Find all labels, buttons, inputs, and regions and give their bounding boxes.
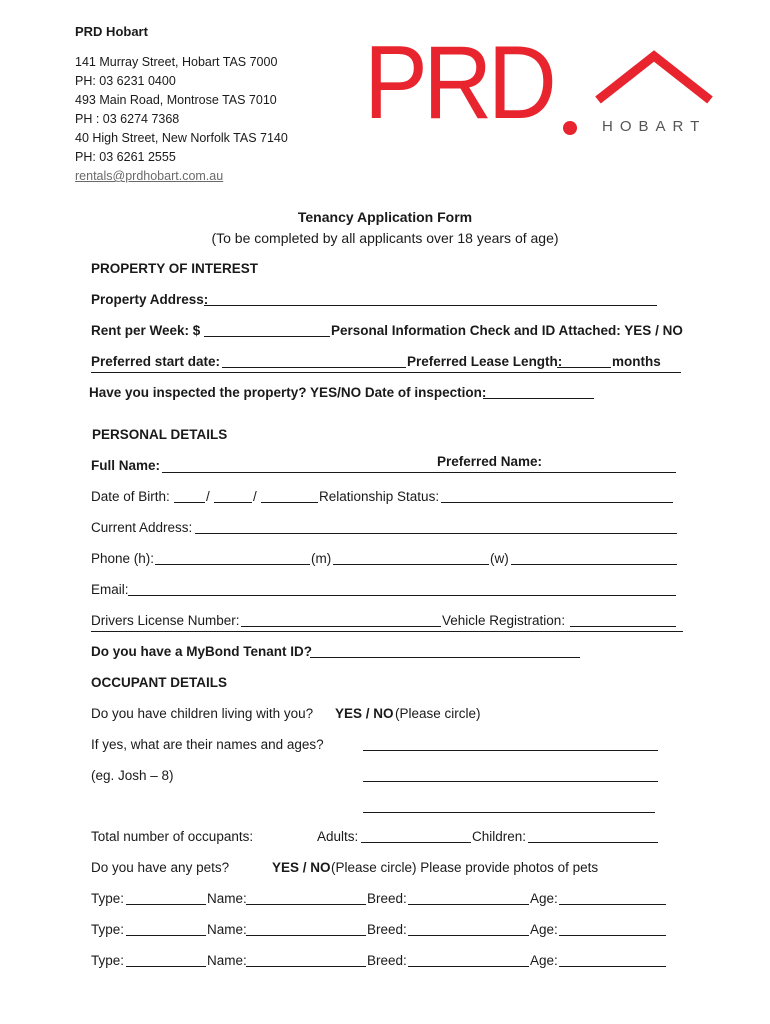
pet-name-label: Name: [207, 891, 247, 906]
dob-slash: / [206, 489, 210, 504]
pet-age-field[interactable] [559, 904, 666, 905]
inspected-label: Have you inspected the property? YES/NO Date of inspection: [89, 385, 487, 400]
adults-label: Adults: [317, 829, 359, 844]
children-count-label: Children: [472, 829, 527, 844]
dob-day-field[interactable] [174, 502, 205, 503]
pet-name-label: Name: [207, 922, 247, 937]
email-field[interactable] [128, 595, 676, 596]
dob-label: Date of Birth: [91, 489, 170, 504]
mybond-field[interactable] [310, 657, 580, 658]
pet-type-field[interactable] [126, 966, 206, 967]
preferred-name-label: Preferred Name: [437, 454, 543, 469]
form-title: Tenancy Application Form [297, 209, 473, 225]
full-name-label: Full Name: [91, 458, 161, 473]
pet-age-label: Age: [530, 922, 558, 937]
start-date-label: Preferred start date: [91, 354, 221, 369]
section-divider [91, 631, 683, 632]
current-address-field[interactable] [195, 533, 677, 534]
names-ages-example: (eg. Josh – 8) [91, 768, 174, 783]
roof-icon [594, 50, 714, 106]
pets-question: Do you have any pets? [91, 860, 230, 875]
current-address-label: Current Address: [91, 520, 193, 535]
children-count-field[interactable] [528, 842, 658, 843]
company-name: PRD Hobart [75, 24, 148, 39]
pet-breed-field[interactable] [408, 935, 529, 936]
dob-month-field[interactable] [214, 502, 252, 503]
phone-work-field[interactable] [511, 564, 677, 565]
personal-heading: PERSONAL DETAILS [92, 427, 228, 442]
property-address-field[interactable] [204, 305, 657, 306]
dob-year-field[interactable] [261, 502, 318, 503]
phone-work-label: (w) [490, 551, 509, 566]
child-names-field[interactable] [363, 781, 658, 782]
phone-mobile-field[interactable] [333, 564, 489, 565]
relationship-label: Relationship Status: [319, 489, 440, 504]
pet-breed-field[interactable] [408, 904, 529, 905]
property-address-label: Property Address: [91, 292, 209, 307]
pet-type-field[interactable] [126, 935, 206, 936]
logo-dot [563, 121, 577, 135]
pet-name-field[interactable] [246, 935, 366, 936]
pet-age-label: Age: [530, 891, 558, 906]
address-line: 40 High Street, New Norfolk TAS 7140 [75, 131, 288, 145]
license-label: Drivers License Number: [91, 613, 240, 628]
start-date-field[interactable] [222, 367, 406, 368]
prd-logo [362, 25, 722, 148]
pet-breed-field[interactable] [408, 966, 529, 967]
pet-name-field[interactable] [246, 966, 366, 967]
vehicle-field[interactable] [570, 626, 676, 627]
email-label: Email: [91, 582, 129, 597]
occupant-heading: OCCUPANT DETAILS [91, 675, 227, 690]
logo-wordmark: PRD [364, 25, 553, 141]
lease-length-field[interactable] [557, 367, 611, 368]
section-divider [91, 372, 681, 373]
address-line: PH : 03 6274 7368 [75, 112, 180, 126]
pet-breed-label: Breed: [367, 891, 407, 906]
children-please-circle: (Please circle) [395, 706, 481, 721]
phone-home-field[interactable] [155, 564, 310, 565]
rent-field[interactable] [204, 336, 330, 337]
phone-home-label: Phone (h): [91, 551, 155, 566]
phone-mobile-label: (m) [311, 551, 332, 566]
lease-length-label: Preferred Lease Length: [407, 354, 563, 369]
full-name-field[interactable] [162, 472, 676, 473]
dob-slash: / [253, 489, 257, 504]
pet-type-label: Type: [91, 922, 125, 937]
address-line: PH: 03 6261 2555 [75, 150, 176, 164]
children-yes-no[interactable]: YES / NO [335, 706, 394, 721]
inspection-date-field[interactable] [483, 398, 594, 399]
months-label: months [612, 354, 661, 369]
pet-type-field[interactable] [126, 904, 206, 905]
office-address-list [75, 53, 288, 186]
pet-name-field[interactable] [246, 904, 366, 905]
pet-breed-label: Breed: [367, 922, 407, 937]
pets-yes-no[interactable]: YES / NO [272, 860, 331, 875]
email-link[interactable]: rentals@prdhobart.com.au [75, 169, 224, 183]
address-line: 493 Main Road, Montrose TAS 7010 [75, 93, 277, 107]
logo-subtext: HOBART [602, 118, 707, 135]
address-line: PH: 03 6231 0400 [75, 74, 176, 88]
license-field[interactable] [241, 626, 441, 627]
rent-label: Rent per Week: $ [91, 323, 201, 338]
child-names-field[interactable] [363, 812, 655, 813]
total-occupants-label: Total number of occupants: [91, 829, 254, 844]
pets-note: (Please circle) Please provide photos of pets [331, 860, 599, 875]
names-ages-label: If yes, what are their names and ages? [91, 737, 324, 752]
pet-age-field[interactable] [559, 966, 666, 967]
relationship-field[interactable] [441, 502, 673, 503]
pet-breed-label: Breed: [367, 953, 407, 968]
pet-type-label: Type: [91, 953, 125, 968]
id-check-label: Personal Information Check and ID Attached: YES / NO [331, 323, 683, 338]
pet-name-label: Name: [207, 953, 247, 968]
property-heading: PROPERTY OF INTEREST [91, 261, 259, 276]
mybond-label: Do you have a MyBond Tenant ID? [91, 644, 313, 659]
child-names-field[interactable] [363, 750, 658, 751]
adults-field[interactable] [361, 842, 471, 843]
pet-age-label: Age: [530, 953, 558, 968]
form-subtitle: (To be completed by all applicants over 18 years of age) [211, 230, 559, 246]
vehicle-label: Vehicle Registration: [442, 613, 566, 628]
pet-type-label: Type: [91, 891, 125, 906]
address-line: 141 Murray Street, Hobart TAS 7000 [75, 55, 278, 69]
pet-age-field[interactable] [559, 935, 666, 936]
children-question: Do you have children living with you? [91, 706, 314, 721]
